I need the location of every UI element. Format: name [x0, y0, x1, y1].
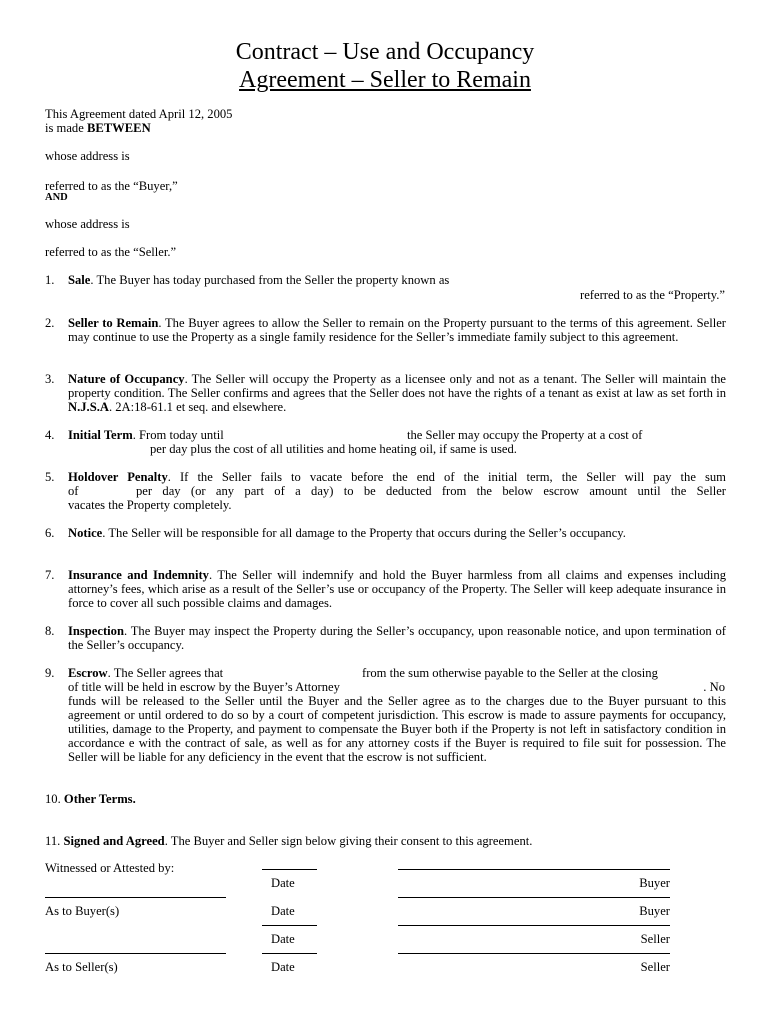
buyer-label-1: Buyer — [639, 876, 670, 890]
section-7-number: 7. — [45, 568, 55, 582]
section-11 — [45, 834, 532, 848]
section-4-line-2: per day plus the cost of all utilities and home heating oil, if same is used. — [150, 442, 517, 456]
date-line-4[interactable] — [262, 953, 317, 954]
section-9-line-2-end: . No — [703, 680, 725, 694]
buyer-signature-line-2[interactable] — [398, 897, 670, 898]
section-4-line-1 — [68, 428, 224, 442]
section-9-part-1: . The Seller agrees that — [107, 666, 224, 680]
made-between — [45, 121, 151, 135]
buyer-signature-line-1[interactable] — [398, 869, 670, 870]
date-line-1[interactable] — [262, 869, 317, 870]
buyer-witness-line[interactable] — [45, 897, 226, 898]
buyer-label-2: Buyer — [639, 904, 670, 918]
section-10-heading: Other Terms. — [63, 792, 136, 806]
section-11-body: . The Buyer and Seller sign below giving their consent to this agreement. — [164, 834, 533, 848]
seller-reference: referred to as the “Seller.” — [45, 245, 177, 259]
section-5-line-1 — [68, 470, 726, 484]
buyer-address-label: whose address is — [45, 149, 130, 163]
buyer-reference: referred to as the “Buyer,” — [45, 179, 178, 193]
title-line-2-text: Agreement – Seller to Remain — [239, 67, 531, 93]
seller-label-1: Seller — [640, 932, 670, 946]
date-label-2: Date — [271, 904, 295, 918]
section-5-line-2: per day (or any part of a day) to be deducted from the below escrow amount until the Seller — [136, 484, 726, 498]
section-4-part-2: the Seller may occupy the Property at a cost of — [407, 428, 643, 442]
section-7-body: . The Seller will indemnify and hold the Buyer harmless from all claims and expenses including attorney’s fees, which arise as a result of the Seller’s use or occupancy of the Property. The Seller will keep adequate insurance in force to cover all such possible claims and damages. — [68, 568, 726, 610]
section-4-part-1: . From today until — [132, 428, 224, 442]
made-prefix: is made — [45, 121, 87, 135]
section-2-heading: Seller to Remain — [68, 316, 159, 330]
title-line-2 — [0, 66, 770, 94]
section-11-heading: Signed and Agreed — [63, 834, 165, 848]
section-4-heading: Initial Term — [68, 428, 133, 442]
section-7-heading: Insurance and Indemnity — [68, 568, 209, 582]
between-label: BETWEEN — [86, 121, 151, 135]
and-label: AND — [45, 192, 68, 203]
section-11-number: 11. — [45, 834, 61, 848]
section-2-number: 2. — [45, 316, 55, 330]
statute-reference: N.J.S.A — [68, 400, 109, 414]
section-4-number: 4. — [45, 428, 55, 442]
section-10 — [45, 792, 136, 806]
section-6-body: . The Seller will be responsible for all damage to the Property that occurs during the Seller’s occupancy. — [102, 526, 626, 540]
section-9-paragraph — [68, 694, 726, 764]
section-3-body-end: . 2A:18-61.1 et seq. and elsewhere. — [108, 400, 287, 414]
section-10-number: 10. — [45, 792, 61, 806]
section-1-body: . The Buyer has today purchased from the Seller the property known as — [90, 273, 450, 287]
section-2-paragraph — [68, 316, 726, 344]
section-3-number: 3. — [45, 372, 55, 386]
title-line-1: Contract – Use and Occupancy — [235, 39, 535, 65]
section-9-number: 9. — [45, 666, 55, 680]
seller-signature-line-2[interactable] — [398, 953, 670, 954]
agreement-date: This Agreement dated April 12, 2005 — [45, 107, 233, 121]
date-label-3: Date — [271, 932, 295, 946]
section-8-number: 8. — [45, 624, 55, 638]
section-1-heading: Sale — [68, 273, 91, 287]
section-5-number: 5. — [45, 470, 55, 484]
section-6-number: 6. — [45, 526, 55, 540]
seller-address-label: whose address is — [45, 217, 130, 231]
section-2-body: . The Buyer agrees to allow the Seller to remain on the Property pursuant to the terms of this agreement. Seller may continue to use the Property as a single family residence for the Seller’s immediate family subject to this agreement. — [68, 316, 726, 344]
section-1-tail: referred to as the “Property.” — [580, 288, 725, 302]
date-line-3[interactable] — [262, 925, 317, 926]
section-1-text — [68, 273, 449, 287]
date-label-4: Date — [271, 960, 295, 974]
section-8-body: . The Buyer may inspect the Property during the Seller’s occupancy, upon reasonable notice, and upon termination of the Seller’s occupancy. — [68, 624, 726, 652]
section-9-body: funds will be released to the Seller until the Buyer and the Seller agree as to the charges due to the Buyer pursuant to this agreement or until ordered to do so by a court of competent jurisdiction. This escrow is made to assure payments for occupancy, utilities, damage to the Property, and payment to compensate the Buyer both if the Property is not left in satisfactory condition in accordance e with the contract of sale, as well as for any attorney costs if the Buyer is required to file suit for possession. The Seller will be liable for any deficiency in the event that the escrow is not sufficient. — [68, 694, 726, 764]
date-label-1: Date — [271, 876, 295, 890]
section-9-line-2: of title will be held in escrow by the Buyer’s Attorney — [68, 680, 340, 694]
seller-witness-line[interactable] — [45, 953, 226, 954]
seller-label-2: Seller — [640, 960, 670, 974]
witnessed-label: Witnessed or Attested by: — [45, 861, 175, 875]
section-3-heading: Nature of Occupancy — [68, 372, 185, 386]
section-5-line-1-text: . If the Seller fails to vacate before the end of the initial term, the Seller will pay the sum — [167, 470, 726, 484]
seller-signature-line-1[interactable] — [398, 925, 670, 926]
section-5-line-3: vacates the Property completely. — [68, 498, 232, 512]
section-3-paragraph — [68, 372, 726, 414]
section-1-number: 1. — [45, 273, 55, 287]
as-to-buyers-label: As to Buyer(s) — [45, 904, 120, 918]
section-6-paragraph — [68, 526, 726, 540]
section-8-paragraph — [68, 624, 726, 652]
section-5-of: of — [68, 484, 79, 498]
section-6-heading: Notice — [68, 526, 103, 540]
section-9-line-1 — [68, 666, 223, 680]
section-9-part-2: from the sum otherwise payable to the Seller at the closing — [362, 666, 658, 680]
section-9-heading: Escrow — [68, 666, 108, 680]
section-3-body: . The Seller will occupy the Property as a licensee only and not as a tenant. The Seller will maintain the property condition. The Seller confirms and agrees that the Seller does not have the rights of a tenant as exist at law as set forth in — [68, 372, 726, 400]
section-5-heading: Holdover Penalty — [68, 470, 168, 484]
section-7-paragraph — [68, 568, 726, 610]
section-8-heading: Inspection — [68, 624, 124, 638]
as-to-sellers-label: As to Seller(s) — [45, 960, 118, 974]
